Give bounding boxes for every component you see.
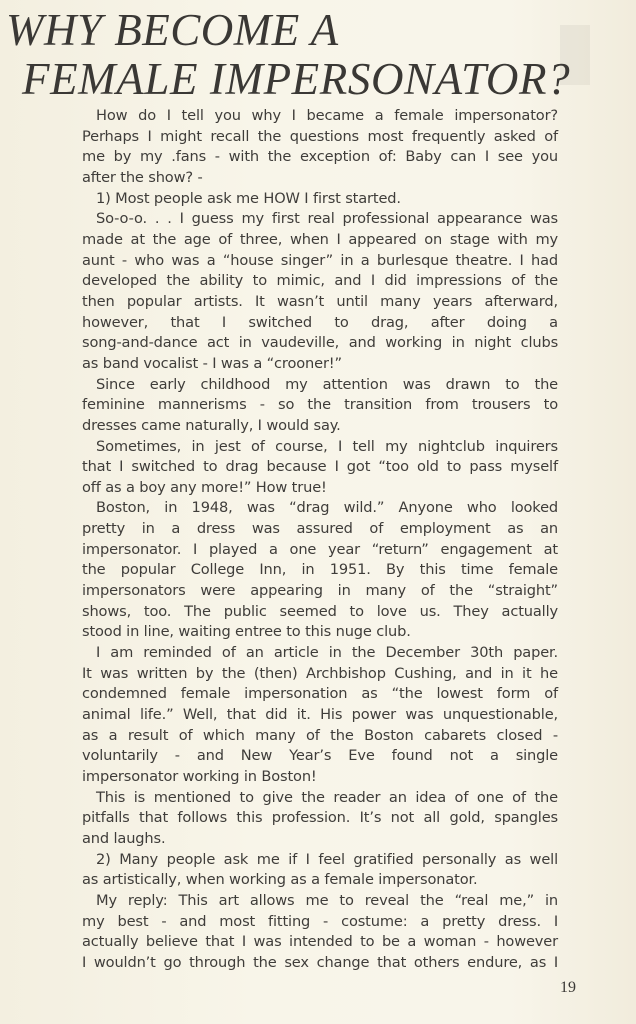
text-line: animal life.” Well, that did it. His power was unquestionable, <box>82 706 559 724</box>
text-line: pretty in a dress was assured of employment as an <box>82 520 558 538</box>
text-line: I wouldn’t go through the sex change that others endure, as I <box>82 953 559 971</box>
text-line: that I switched to drag because I got “too old to pass myself <box>82 458 558 476</box>
text-line: pitfalls that follows this profession. It’s not all gold, spangles <box>82 809 558 827</box>
text-line: Boston, in 1948, was “drag wild.” Anyone who looked <box>96 499 559 517</box>
text-line: the popular College Inn, in 1951. By this time female <box>82 561 559 579</box>
text-line: Perhaps I might recall the questions most frequently asked of <box>82 127 559 145</box>
text-line: My reply: This art allows me to reveal the “real me,” in <box>96 891 559 909</box>
text-line: impersonators were appearing in many of the “straight” <box>82 582 558 600</box>
text-line: voluntarily - and New Year’s Eve found not a single <box>82 747 558 765</box>
text-line: condemned female impersonation as “the lowest form of <box>82 685 558 703</box>
text-line: after the show? - <box>82 168 203 186</box>
text-line: So-o-o. . . I guess my first real professional appearance was <box>96 210 558 228</box>
text-line: then popular artists. It wasn’t until many years afterward, <box>82 292 558 310</box>
text-line: made at the age of three, when I appeared on stage with my <box>82 230 559 248</box>
text-line: stood in line, waiting entree to this nuge club. <box>82 623 411 641</box>
text-line: impersonator. I played a one year “return” engagement at <box>82 540 558 558</box>
text-line: actually believe that I was intended to be a woman - however <box>82 933 558 951</box>
text-line: off as a boy any more!” How true! <box>82 478 327 496</box>
page-number: 19 <box>560 979 576 996</box>
text-line: feminine mannerisms - so the transition from trousers to <box>82 396 558 414</box>
text-line: This is mentioned to give the reader an idea of one of the <box>96 788 558 806</box>
text-line: as artistically, when working as a female impersonator. <box>82 871 478 889</box>
text-line: song-and-dance act in vaudeville, and working in night clubs <box>82 334 559 352</box>
text-line: Sometimes, in jest of course, I tell my nightclub inquirers <box>96 437 558 455</box>
text-line: How do I tell you why I became a female impersonator? <box>96 107 559 124</box>
title-line-2: FEMALE IMPERSONATOR? <box>22 54 571 104</box>
text-line: I am reminded of an article in the December 30th paper. <box>96 644 559 662</box>
text-line: as band vocalist - I was a “crooner!” <box>82 354 342 372</box>
article-body <box>82 106 558 974</box>
text-line: me by my .fans - with the exception of: Baby can I see you <box>82 148 558 166</box>
text-line: impersonator working in Boston! <box>82 768 317 785</box>
text-line: dresses came naturally, I would say. <box>82 416 341 434</box>
text-line: Since early childhood my attention was drawn to the <box>96 375 558 393</box>
text-line: my best - and most fitting - costume: a pretty dress. I <box>82 912 559 930</box>
text-line: as a result of which many of the Boston cabarets closed - <box>82 726 558 744</box>
text-line: developed the ability to mimic, and I did impressions of the <box>82 272 558 290</box>
title-line-1: WHY BECOME A <box>6 5 339 55</box>
text-line: however, that I switched to drag, after doing a <box>82 313 558 331</box>
text-line: aunt - who was a “house singer” in a burlesque theatre. I had <box>82 251 559 269</box>
text-line: 1) Most people ask me HOW I first started. <box>96 189 401 207</box>
text-line: 2) Many people ask me if I feel gratified personally as well <box>96 850 558 868</box>
text-line: and laughs. <box>82 829 166 847</box>
text-line: shows, too. The public seemed to love us. They actually <box>82 602 558 620</box>
text-line: It was written by the (then) Archbishop Cushing, and in it he <box>82 664 558 682</box>
